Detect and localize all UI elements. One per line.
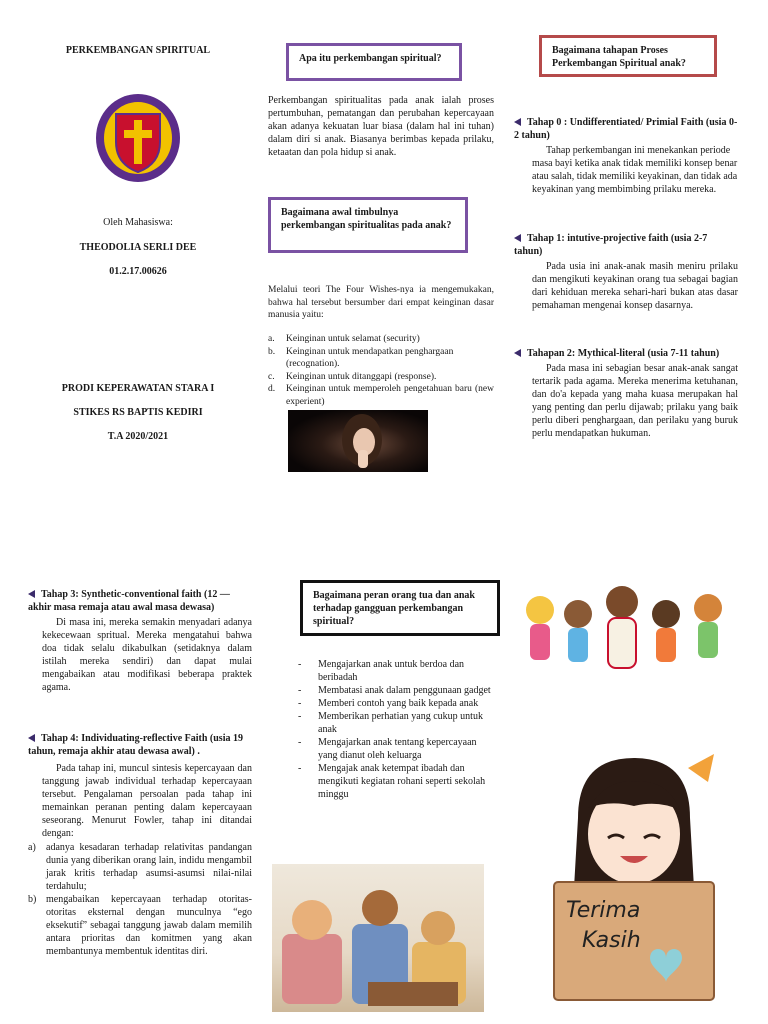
list-item: b) mengabaikan kepercayaan terhadap otoritas-otoritas eksternal dengan munculnya “ego eksekutif” sebagai tanggung jawab dalam memilih antara prioritas dan komitmen yang akan membantunya membentuk identitas diri. xyxy=(28,894,252,957)
stage-4-body: Pada tahap ini, muncul sintesis kepercayaan dan tanggung jawab individual terhadap kepercayaan tersebut. Pengalaman persoalan pada tahap ini memainkan peranan penting dalam kepercayaan seseorang. Menurut Fowler, tahap ini ditandai dengan: xyxy=(42,763,252,839)
student-id: 01.2.17.00626 xyxy=(109,266,167,277)
study-program: PRODI KEPERAWATAN STARA I xyxy=(61,383,215,394)
happy-children-illustration xyxy=(518,584,732,684)
list-item: d. Keinginan untuk memperoleh pengetahuan baru (new experient) xyxy=(268,384,494,407)
stage-3-body: Di masa ini, mereka semakin menyadari adanya kekecewaan spritual. Mereka mengatahui bahwa doa tidak selalu dikabulkan (setidaknya dalam istilah mereka sendiri) dan dapat mulai mengabaikan atau modifikasi beberapa praktek agama. xyxy=(42,617,252,693)
list-item: - Memberi contoh yang baik kepada anak xyxy=(298,697,498,710)
triangle-bullet-icon xyxy=(514,234,521,242)
school-name: STIKES RS BAPTIS KEDIRI xyxy=(73,407,203,418)
triangle-bullet-icon xyxy=(514,349,521,357)
list-item: c. Keinginan untuk ditanggapi (response). xyxy=(268,371,437,382)
stage-3 xyxy=(28,588,252,694)
children-praying-icon xyxy=(272,864,484,1012)
brochure-title: PERKEMBANGAN SPIRITUAL xyxy=(65,45,211,56)
stage-3-heading: Tahap 3: Synthetic-conventional faith (12 —akhir masa remaja atau awal masa dewasa) xyxy=(28,589,230,613)
stage-2-heading: Tahapan 2: Mythical-literal (usia 7-11 tahun) xyxy=(514,347,738,360)
triangle-bullet-icon xyxy=(514,118,521,126)
list-item: - Memberikan perhatian yang cukup untuk anak xyxy=(298,710,498,736)
question-box-parent-role: Bagaimana peran orang tua dan anak terhadap gangguan perkembangan spiritual? xyxy=(300,580,500,636)
triangle-bullet-icon xyxy=(28,734,35,742)
list-item: - Mengajarkan anak tentang kepercayaan yang dianut oleh keluarga xyxy=(298,736,498,762)
definition-paragraph: Perkembangan spiritualitas pada anak ialah proses pertumbuhan, pematangan dan perubahan kepercayaan akan adanya kekuatan luar biasa (dalam hal ini tuhan) dalam diri si anak. Biasanya berimbas kepada prilaku, ketaatan dan pola hidup si anak. xyxy=(268,95,494,158)
list-item: - Mengajak anak ketempat ibadah dan mengikuti kegiatan rohani seperti sekolah minggu xyxy=(298,762,498,801)
stage-2-body: Pada masa ini sebagian besar anak-anak sangat tertarik pada agama. Mereka menerima ketuhanan, dan do'a kepada yang maha kuasa merupakan hal yang penting dan perlu dijawab; prilaku yang baik perlu diberi penghargaan, dan perilaku yang buruk perlu mendapatkan hukuman. xyxy=(532,363,738,439)
academic-year: T.A 2020/2021 xyxy=(107,431,169,442)
origin-paragraph: Melalui teori The Four Wishes-nya ia mengemukakan, bahwa hal tersebut bersumber dari empat keinginan dasar manusia yaitu: xyxy=(268,285,494,320)
student-name: THEODOLIA SERLI DEE xyxy=(79,242,197,253)
question-box-definition: Apa itu perkembangan spiritual? xyxy=(286,43,462,81)
stikes-logo xyxy=(94,92,182,184)
praying-girl-icon xyxy=(288,410,428,472)
parent-role-list xyxy=(298,658,498,801)
stage-1-body: Pada usia ini anak-anak masih meniru prilaku dan mengikuti keyakinan orang tua sebagai bagian dari kehiduan mereka sehari-hari bukan atas dasar pemahaman mengenai konsep dasarnya. xyxy=(532,261,738,311)
stage-0-body: Tahap perkembangan ini menekankan periode masa bayi ketika anak tidak memiliki konsep benar atau salah, tidak memiliki keyakinan, dan tidak ada keyakinan yang membimbing prilaku mereka. xyxy=(532,145,738,195)
question-box-stages: Bagaimana tahapan Proses Perkembangan Spiritual anak? xyxy=(539,35,717,77)
sign-text-line-2: Kasih xyxy=(582,928,641,953)
stage-4-points xyxy=(28,841,252,958)
triangle-bullet-icon xyxy=(28,590,35,598)
list-item: b. Keinginan untuk mendapatkan penghargaan (recognation). xyxy=(268,346,454,369)
stage-4-heading: Tahap 4: Individuating-reflective Faith (usia 19 tahun, remaja akhir atau dewasa awal) . xyxy=(28,733,243,757)
stage-1 xyxy=(514,232,738,312)
list-item: a) adanya kesadaran terhadap relativitas pandangan dunia yang diberikan orang lain, indidu mengambil jarak kritis terhadap asumsi-asumsi nilai-nilai terdahulu; xyxy=(28,842,252,892)
question-box-origin: Bagaimana awal timbulnya perkembangan spiritualitas pada anak? xyxy=(268,197,468,253)
stage-0 xyxy=(514,116,738,196)
sign-text-line-1: Terima xyxy=(566,898,641,923)
praying-girl-photo xyxy=(288,410,428,472)
list-item: - Mengajarkan anak untuk berdoa dan beribadah xyxy=(298,658,498,684)
list-item: a. Keinginan untuk selamat (security) xyxy=(268,334,420,344)
stage-0-heading: Tahap 0 : Undifferentiated/ Primial Faith (usia 0-2 tahun) xyxy=(514,117,738,141)
stage-1-heading: Tahap 1: intutive-projective faith (usia 2-7 tahun) xyxy=(514,233,708,257)
four-wishes-list xyxy=(268,333,494,408)
shield-logo-icon xyxy=(94,92,182,184)
stage-4 xyxy=(28,732,252,958)
thank-you-girl-illustration xyxy=(548,748,720,1018)
list-item: - Membatasi anak dalam penggunaan gadget xyxy=(298,684,498,697)
girl-holding-sign-icon xyxy=(548,748,720,1018)
happy-kids-icon xyxy=(518,584,732,684)
author-label: Oleh Mahasiswa: xyxy=(103,217,173,228)
praying-children-illustration xyxy=(272,864,484,1012)
stage-2 xyxy=(514,347,738,440)
